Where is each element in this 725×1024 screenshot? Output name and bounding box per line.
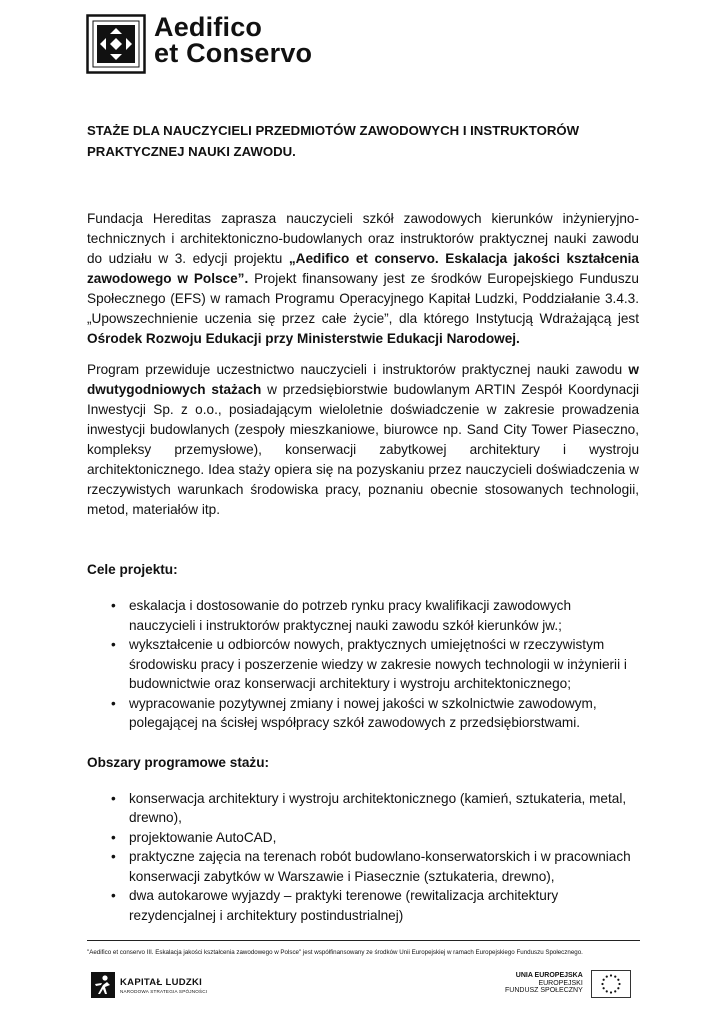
program-text-2: w przedsiębiorstwie budowlanym ARTIN Zespół Koordynacji Inwestycji Sp. z o.o., posiadającym wieloletnie doświadczenie w zakresie prowadzenia inwestycji budowlanych (zespoły mieszkaniowe, biurowce np. Sand City Tower Piaseczno, kompleksy przemysłowe), konserwacji zabytkowej architektury i wystroju architektonicznego. Idea staży opiera się na pozyskaniu przez nauczycieli doświadczenia w rzeczywistych warunkach środowiska pracy, poznaniu obecnie stosowanych technologii, metod, materiałów itp.: [87, 382, 639, 517]
goals-list: [87, 596, 639, 733]
eu-star-icon: [602, 979, 604, 981]
list-item-text: wypracowanie pozytywnej zmiany i nowej jakości w szkolnictwie zawodowym, polegającej na ścisłej współpracy szkół zawodowych z przedsiębiorstwami.: [129, 695, 597, 730]
list-item-text: eskalacja i dostosowanie do potrzeb rynku pracy kwalifikacji zawodowych nauczycieli i instruktorów praktycznej nauki zawodu szkół kierunków jw.;: [129, 598, 572, 633]
eu-logo: [505, 970, 631, 998]
eu-star-icon: [617, 987, 619, 989]
program-emphasis: w dwutygodniowych stażach: [87, 362, 639, 397]
intro-paragraph: [87, 209, 639, 349]
program-text-1: Program przewiduje uczestnictwo nauczycieli i instruktorów praktycznej nauki zawodu: [87, 362, 629, 377]
eu-text: [505, 972, 583, 995]
list-item-text: wykształcenie u odbiorców nowych, praktycznych umiejętności w rzeczywistym środowisku pracy i poszerzenie wiedzy w zakresie nowych technologii w inżynierii i budownictwie oraz konserwacji architektury i wystroju architektonicznego;: [129, 637, 627, 691]
list-item: [87, 847, 639, 886]
eu-star-icon: [605, 976, 607, 978]
kapital-ludzki-title: KAPITAŁ LUDZKI: [120, 976, 203, 988]
eu-flag-icon: [591, 970, 631, 998]
square-emblem-icon: [86, 14, 146, 74]
list-item-text: dwa autokarowe wyjazdy – praktyki terenowe (rewitalizacja architektury rezydencjalnej i architektury postindustrialnej): [129, 888, 559, 923]
eu-star-icon: [610, 974, 612, 976]
bullet-icon: •: [111, 888, 116, 903]
list-item: [87, 828, 639, 848]
bullet-icon: •: [111, 637, 116, 652]
eu-star-icon: [610, 991, 612, 993]
intro-project-name: „Aedifico et conservo. Eskalacja jakości kształcenia zawodowego w Polsce”.: [87, 251, 639, 286]
eu-star-icon: [601, 983, 603, 985]
bullet-icon: •: [111, 849, 116, 864]
intro-text-2: Projekt finansowany jest ze środków Europejskiego Funduszu Społecznego (EFS) w ramach Programu Operacyjnego Kapitał Ludzki, Poddziałanie 3.4.3. „Upowszechnienie uczenia się przez całe życie”, dla którego Instytucją Wdrażającą jest: [87, 271, 639, 326]
goals-heading: Cele projektu:: [87, 562, 178, 577]
kapital-ludzki-text: [120, 977, 207, 994]
aedifico-logo: [86, 14, 312, 74]
eu-star-icon: [614, 976, 616, 978]
bullet-icon: •: [111, 790, 116, 806]
document-body: [87, 120, 639, 925]
program-paragraph: [87, 360, 639, 520]
list-item: [87, 694, 639, 733]
eu-star-icon: [617, 979, 619, 981]
list-item: [87, 789, 639, 828]
areas-heading: Obszary programowe stażu:: [87, 754, 270, 770]
footer-cofinancing-note: "Aedifico et conservo III. Eskalacja jakości kształcenia zawodowego w Polsce" jest współfinansowany ze środków Unii Europejskiej w ramach Europejskiego Funduszu Społecznego.: [87, 949, 583, 956]
intro-institution: Ośrodek Rozwoju Edukacji przy Ministerstwie Edukacji Narodowej.: [87, 331, 520, 346]
eu-star-icon: [602, 987, 604, 989]
areas-list: [87, 789, 639, 926]
bullet-icon: •: [111, 598, 116, 613]
kapital-ludzki-subtitle: NARODOWA STRATEGIA SPÓJNOŚCI: [120, 988, 208, 994]
list-item: [87, 635, 639, 694]
bullet-icon: •: [111, 695, 116, 711]
list-item-text: praktyczne zajęcia na terenach robót budowlano-konserwatorskich i w pracowniach konserwacji zabytków w Warszawie i Piasecznie (sztukateria, drewno),: [129, 849, 631, 884]
footer-divider: [87, 940, 640, 941]
eu-star-icon: [614, 990, 616, 992]
list-item: [87, 886, 639, 925]
eu-line-2: EUROPEJSKI: [538, 979, 583, 987]
eu-star-icon: [618, 983, 620, 985]
logo-line-1: Aedifico: [154, 12, 263, 42]
page-title: STAŻE DLA NAUCZYCIELI PRZEDMIOTÓW ZAWODOWYCH I INSTRUKTORÓW PRAKTYCZNEJ NAUKI ZAWODU.: [87, 123, 580, 159]
bullet-icon: •: [111, 829, 116, 845]
eu-line-1: UNIA EUROPEJSKA: [515, 972, 583, 979]
logo-wordmark: [154, 14, 312, 66]
kapital-ludzki-figure-icon: [91, 972, 115, 998]
list-item-text: projektowanie AutoCAD,: [129, 829, 277, 845]
eu-star-icon: [605, 990, 607, 992]
intro-text-1: Fundacja Hereditas zaprasza nauczycieli szkół zawodowych kierunków inżynieryjno-technicznych i architektoniczno-budowlanych oraz instruktorów praktycznej nauki zawodu do udziału w 3. edycji projektu: [87, 211, 639, 266]
eu-line-3: FUNDUSZ SPOŁECZNY: [505, 987, 583, 995]
list-item-text: konserwacja architektury i wystroju architektonicznego (kamień, sztukateria, metal, drewno),: [129, 790, 627, 825]
kapital-ludzki-logo: [91, 972, 207, 998]
list-item: [87, 596, 639, 635]
logo-line-2: et Conservo: [154, 38, 313, 68]
